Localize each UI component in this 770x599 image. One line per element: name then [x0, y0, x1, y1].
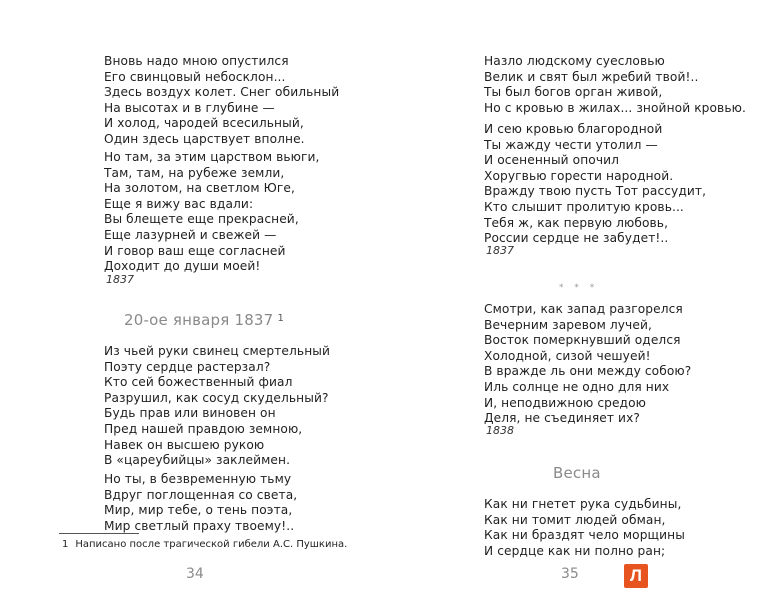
- verse-line: Его свинцовый небосклон...: [104, 69, 286, 84]
- left-stanza-3: [104, 344, 330, 469]
- verse-line: На золотом, на светлом Юге,: [104, 181, 295, 196]
- verse-line: Но там, за этим царством вьюги,: [104, 150, 320, 164]
- footnote-mark: 1: [62, 539, 69, 550]
- publisher-logo-icon: Л: [624, 564, 648, 588]
- verse-line: Вновь надо мною опустился: [104, 54, 289, 68]
- verse-line: Как ни томит людей обман,: [484, 512, 666, 527]
- verse-line: Но с кровью в жилах... знойной кровью.: [484, 100, 746, 115]
- verse-line: Вечерним заревом лучей,: [484, 317, 652, 332]
- verse-line: Из чьей руки свинец смертельный: [104, 344, 331, 358]
- verse-line: И говор ваш еще согласней: [104, 243, 286, 258]
- poem-title: [124, 311, 284, 329]
- verse-line: Хоругвью горести народной.: [484, 168, 674, 183]
- verse-line: И холод, чародей всесильный,: [104, 116, 304, 131]
- footnote-text: Написано после трагической гибели А.С. Пушкина.: [75, 539, 348, 550]
- verse-line: Ты был богов орган живой,: [484, 85, 663, 100]
- right-stanza-3: [484, 302, 691, 427]
- poem-title-text: 20-ое января 1837: [124, 311, 274, 329]
- left-stanza-1: [104, 54, 339, 148]
- verse-line: Вражду твою пусть Тот рассудит,: [484, 184, 707, 199]
- verse-line: Деля, не съединяет их?: [484, 411, 640, 426]
- poem-year: 1837: [486, 244, 514, 257]
- right-stanza-1: [484, 54, 746, 116]
- right-page: [385, 0, 770, 599]
- poem-year: 1838: [486, 424, 514, 437]
- verse-line: Доходит до души моей!: [104, 259, 261, 274]
- verse-line: Пред нашей правдою земною,: [104, 421, 303, 436]
- left-stanza-4: [104, 472, 297, 534]
- verse-line: Будь прав или виновен он: [104, 406, 276, 421]
- footnote: [62, 539, 347, 550]
- footnote-divider: [59, 533, 139, 534]
- verse-line: Смотри, как запад разгорелся: [484, 302, 683, 316]
- verse-line: Мир светлый праху твоему!..: [104, 518, 295, 533]
- verse-line: И сердце как ни полно ран;: [484, 543, 666, 558]
- verse-line: Как ни гнетет рука судьбины,: [484, 497, 682, 511]
- verse-line: И сею кровью благородной: [484, 122, 663, 136]
- page-number: 34: [186, 566, 204, 582]
- verse-line: Восток померкнувший оделся: [484, 333, 681, 348]
- page-number: 35: [561, 566, 579, 582]
- verse-line: Поэту сердце растерзал?: [104, 359, 271, 374]
- verse-line: И, неподвижною средою: [484, 395, 647, 410]
- verse-line: Один здесь царствует вполне.: [104, 131, 305, 146]
- verse-line: В вражде ль они между собою?: [484, 364, 692, 379]
- verse-line: Кто слышит пролитую кровь...: [484, 199, 684, 214]
- poem-year: 1837: [106, 273, 134, 286]
- verse-line: Разрушил, как сосуд скудельный?: [104, 390, 329, 405]
- verse-line: Кто сей божественный фиал: [104, 375, 293, 390]
- verse-line: Иль солнце не одно для них: [484, 379, 670, 394]
- verse-line: Холодной, сизой чешуей!: [484, 348, 651, 363]
- verse-line: Вдруг поглощенная со света,: [104, 487, 298, 502]
- verse-line: Еще лазурней и свежей —: [104, 227, 277, 242]
- verse-line: Тебя ж, как первую любовь,: [484, 215, 669, 230]
- verse-line: Вы блещете еще прекрасней,: [104, 212, 299, 227]
- right-stanza-2: [484, 122, 706, 247]
- footnote-reference: 1: [277, 313, 284, 324]
- verse-line: Как ни браздят чело морщины: [484, 528, 685, 543]
- verse-line: Назло людскому суесловью: [484, 54, 665, 68]
- left-stanza-2: [104, 150, 320, 275]
- verse-line: Там, там, на рубеже земли,: [104, 165, 285, 180]
- verse-line: Мир, мир тебе, о тень поэта,: [104, 503, 293, 518]
- verse-line: Еще я вижу вас вдали:: [104, 196, 254, 211]
- verse-line: Велик и свят был жребий твой!..: [484, 69, 699, 84]
- verse-line: Ты жажду чести утолил —: [484, 137, 658, 152]
- verse-line: В «цареубийцы» заклеймен.: [104, 453, 291, 468]
- verse-line: Здесь воздух колет. Снег обильный: [104, 85, 340, 100]
- section-separator-stars: * * *: [559, 283, 599, 293]
- poem-title: Весна: [553, 464, 601, 482]
- right-stanza-4: [484, 497, 685, 559]
- verse-line: И осененный опочил: [484, 153, 620, 168]
- verse-line: Навек он высшею рукою: [104, 437, 265, 452]
- verse-line: России сердце не забудет!..: [484, 231, 669, 246]
- verse-line: На высотах и в глубине —: [104, 100, 275, 115]
- verse-line: Но ты, в безвременную тьму: [104, 472, 292, 486]
